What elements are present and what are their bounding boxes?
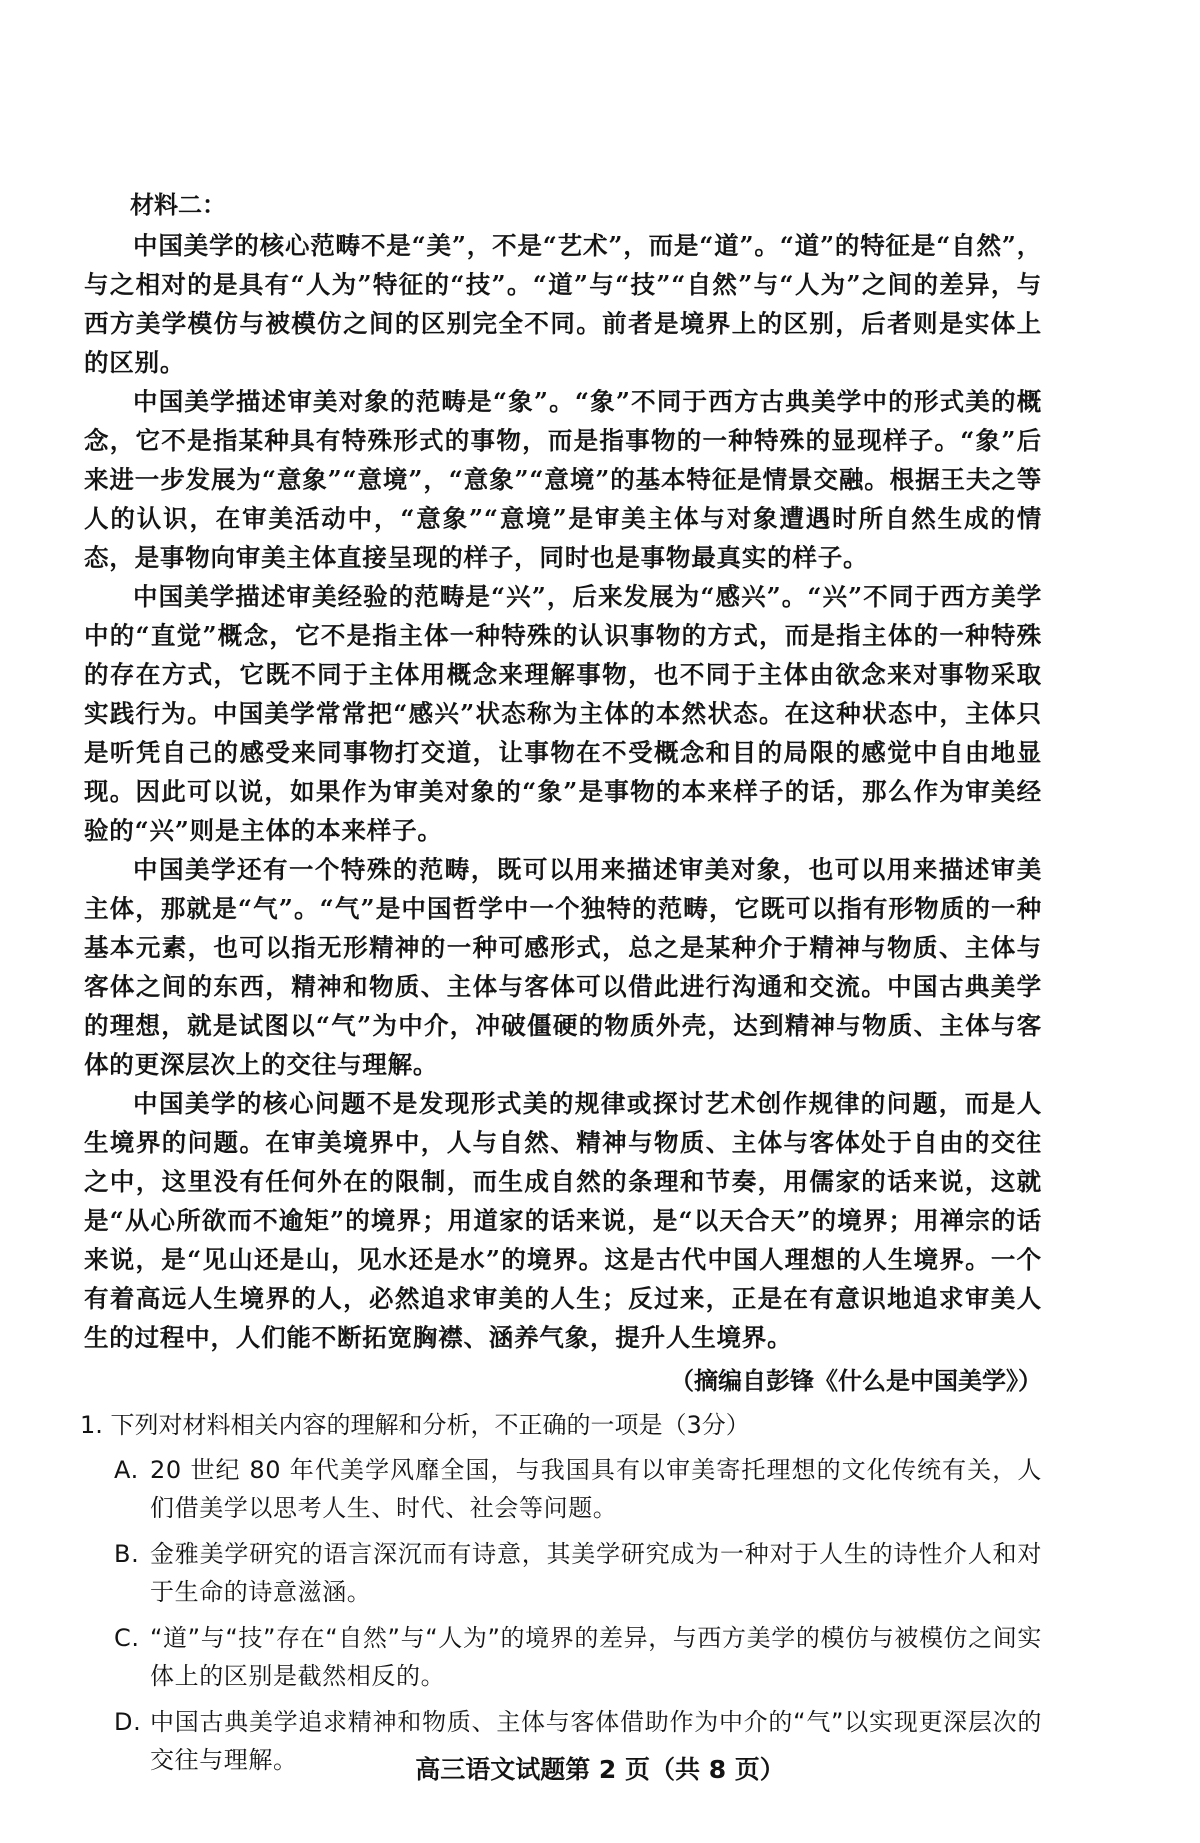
option-a	[114, 1451, 1042, 1527]
option-b	[114, 1535, 1042, 1611]
option-label: A.	[114, 1456, 139, 1484]
option-text: 中国古典美学追求精神和物质、主体与客体借助作为中介的“气”以实现更深层次的交往与理解。	[150, 1708, 1042, 1774]
material-heading: 材料二：	[130, 191, 226, 219]
material-paragraph-1: 中国美学的核心范畴不是“美”，不是“艺术”，而是“道”。“道”的特征是“自然”，与之相对的是具有“人为”特征的“技”。“道”与“技”“自然”与“人为”之间的差异，与西方美学模仿与被模仿之间的区别完全不同。前者是境界上的区别，后者则是实体上的区别。	[84, 231, 1042, 377]
material-paragraph-5: 中国美学的核心问题不是发现形式美的规律或探讨艺术创作规律的问题，而是人生境界的问题。在审美境界中，人与自然、精神与物质、主体与客体处于自由的交往之中，这里没有任何外在的限制，而生成自然的条理和节奏，用儒家的话来说，这就是“从心所欲而不逾矩”的境界；用道家的话来说，是“以天合天”的境界；用禅宗的话来说，是“见山还是山，见水还是水”的境界。这是古代中国人理想的人生境界。一个有着高远人生境界的人，必然追求审美的人生；反过来，正是在有意识地追求审美人生的过程中，人们能不断拓宽胸襟、涵养气象，提升人生境界。	[84, 1089, 1042, 1352]
option-text: 金雅美学研究的语言深沉而有诗意，其美学研究成为一种对于人生的诗性介人和对于生命的诗意滋涵。	[150, 1540, 1042, 1606]
option-c	[114, 1619, 1042, 1695]
material-source: （摘编自彭锋《什么是中国美学》）	[670, 1366, 1042, 1395]
option-label: B.	[114, 1540, 140, 1568]
option-text: “道”与“技”存在“自然”与“人为”的境界的差异，与西方美学的模仿与被模仿之间实体上的区别是截然相反的。	[150, 1624, 1042, 1690]
option-label: D.	[114, 1708, 142, 1736]
question-1	[80, 1405, 1042, 1779]
material-paragraph-4: 中国美学还有一个特殊的范畴，既可以用来描述审美对象，也可以用来描述审美主体，那就是“气”。“气”是中国哲学中一个独特的范畴，它既可以指有形物质的一种基本元素，也可以指无形精神的一种可感形式，总之是某种介于精神与物质、主体与客体之间的东西，精神和物质、主体与客体可以借此进行沟通和交流。中国古典美学的理想，就是试图以“气”为中介，冲破僵硬的物质外壳，达到精神与物质、主体与客体的更深层次上的交往与理解。	[84, 855, 1042, 1079]
material-paragraph-3: 中国美学描述审美经验的范畴是“兴”，后来发展为“感兴”。“兴”不同于西方美学中的“直觉”概念，它不是指主体一种特殊的认识事物的方式，而是指主体的一种特殊的存在方式，它既不同于主体用概念来理解事物，也不同于主体由欲念来对事物采取实践行为。中国美学常常把“感兴”状态称为主体的本然状态。在这种状态中，主体只是听凭自己的感受来同事物打交道，让事物在不受概念和目的局限的感觉中自由地显现。因此可以说，如果作为审美对象的“象”是事物的本来样子的话，那么作为审美经验的“兴”则是主体的本来样子。	[84, 582, 1042, 845]
page-footer: 高三语文试题第 2 页（共 8 页）	[415, 1755, 785, 1784]
option-label: C.	[114, 1624, 140, 1652]
question-stem: 1. 下列对材料相关内容的理解和分析，不正确的一项是（3分）	[80, 1411, 750, 1439]
option-text: 20 世纪 80 年代美学风靡全国，与我国具有以审美寄托理想的文化传统有关，人们借美学以思考人生、时代、社会等问题。	[150, 1456, 1042, 1522]
material-paragraph-2: 中国美学描述审美对象的范畴是“象”。“象”不同于西方古典美学中的形式美的概念，它不是指某种具有特殊形式的事物，而是指事物的一种特殊的显现样子。“象”后来进一步发展为“意象”“意境”，“意象”“意境”的基本特征是情景交融。根据王夫之等人的认识，在审美活动中，“意象”“意境”是审美主体与对象遭遇时所自然生成的情态，是事物向审美主体直接呈现的样子，同时也是事物最真实的样子。	[84, 387, 1042, 572]
exam-page	[80, 188, 1042, 1787]
